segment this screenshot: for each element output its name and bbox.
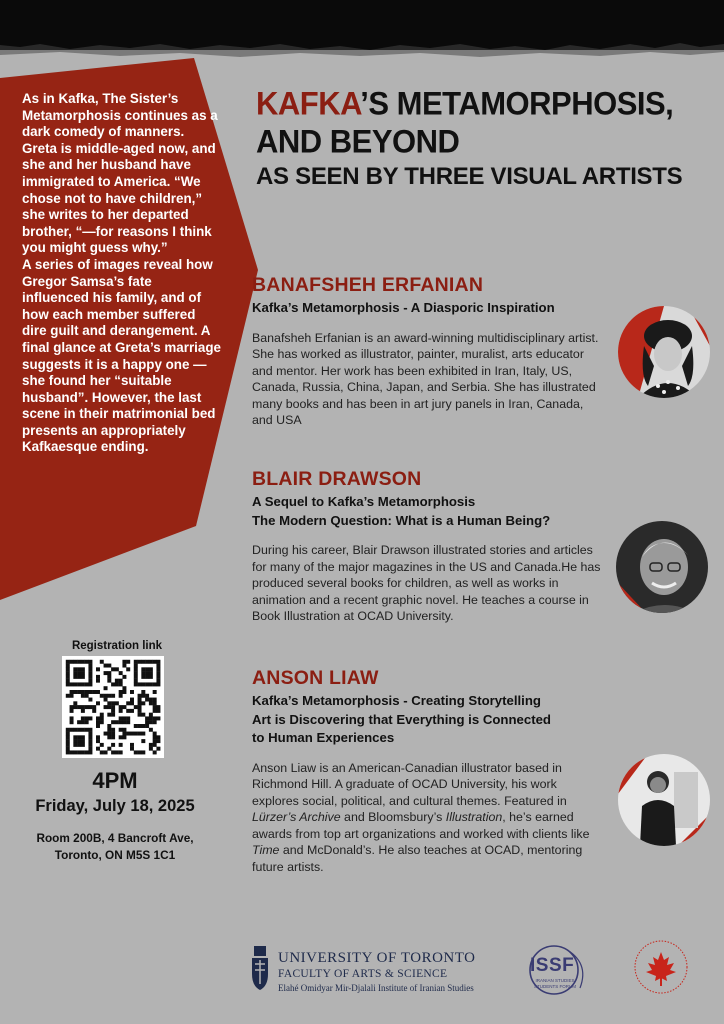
- artist-topic-line: A Sequel to Kafka’s Metamorphosis: [252, 494, 476, 509]
- artist-bio: Banafsheh Erfanian is an award-winning multidisciplinary artist. She has worked as illustrator, painter, muralist, arts educator and mentor. Her work has been exhibited in Iran, Italy, US, Canada, Russia, China, Japan, and Serbia. She has illustrated many books and has been in art jury panels in Iran, Canada, and USA: [252, 330, 599, 428]
- bio-emphasis: Time: [252, 843, 280, 858]
- event-title: [256, 84, 716, 192]
- event-venue: [20, 830, 210, 864]
- event-date: Friday, July 18, 2025: [35, 797, 195, 815]
- title-line-2: AND BEYOND: [256, 123, 460, 160]
- bio-text: and Bloomsbury’s: [340, 810, 446, 825]
- bio-text: , he’s earned awards from top art organizations and worked with clients like: [252, 810, 590, 841]
- bio-emphasis: Illustration: [445, 810, 503, 825]
- artist-topic-line: to Human Experiences: [252, 730, 395, 745]
- portrait-erfanian: [618, 306, 710, 398]
- event-subtitle: AS SEEN BY THREE VISUAL ARTISTS: [256, 163, 683, 190]
- uoft-logo: [248, 942, 488, 998]
- artist-section-liaw: [252, 667, 604, 876]
- portrait-liaw: [618, 754, 710, 846]
- title-line-1-rest: ’S METAMORPHOSIS,: [360, 85, 674, 122]
- title-line-1: [256, 84, 716, 124]
- artist-topic-line: Kafka’s Metamorphosis - Creating Storytelling: [252, 693, 541, 708]
- registration-qr-code[interactable]: [62, 656, 164, 758]
- artist-name: BANAFSHEH ERFANIAN: [252, 274, 484, 296]
- artist-topic-line: Art is Discovering that Everything is Connected: [252, 711, 551, 727]
- title-accent: KAFKA: [256, 85, 361, 122]
- venue-line: Room 200B, 4 Bancroft Ave,: [36, 831, 194, 845]
- artist-topic-line: The Modern Question: What is a Human Being?: [252, 512, 551, 528]
- artist-name: BLAIR DRAWSON: [252, 468, 422, 490]
- bio-emphasis: Lürzer’s Archive: [252, 810, 341, 825]
- artist-name: ANSON LIAW: [252, 667, 379, 689]
- uoft-name: UNIVERSITY OF TORONTO: [278, 950, 476, 966]
- issf-wordmark: ISSF: [530, 955, 575, 976]
- artist-topic: [252, 493, 604, 530]
- artist-topic: [252, 299, 604, 318]
- intro-text: As in Kafka, The Sister’s Metamorphosis continues as a dark comedy of manners. Greta is middle-aged now, and she and her husband have immigrated to America. “We chose not to have children,” she writes to her departed brother, “—for reasons I think you might guess why.” A series of images reveal how Gregor Samsa’s fate influenced his family, and of how each member suffered dire guilt and derangement. A final glance at Greta’s marriage suggests it is a happy one — she found her “suitable husband”. However, the last scene in their matrimonial bed presents an appropriately Kafkaesque ending.: [22, 91, 221, 455]
- venue-line: Toronto, ON M5S 1C1: [54, 848, 176, 862]
- artist-topic: [252, 692, 604, 748]
- event-time: 4PM: [92, 768, 138, 793]
- artist-section-drawson: [252, 468, 604, 625]
- torn-paper-header: [0, 0, 724, 50]
- issf-logo: [524, 944, 596, 996]
- issf-subtitle: IRANIAN STUDIES STUDENTS FORUM: [534, 978, 576, 989]
- uoft-crest-icon: [248, 944, 272, 992]
- bio-text: Anson Liaw is an American-Canadian illustrator based in Richmond Hill. A graduate of OCAD University, his work explores social, political, and cultural themes. Featured in: [252, 760, 567, 808]
- csips-logo: [632, 938, 690, 996]
- artist-topic-line: Kafka’s Metamorphosis - A Diasporic Inspiration: [252, 300, 555, 315]
- uoft-faculty: FACULTY OF ARTS & SCIENCE: [278, 968, 448, 980]
- registration-label: Registration link: [71, 640, 163, 652]
- bio-text: and McDonald’s. He also teaches at OCAD, mentoring future artists.: [252, 843, 583, 875]
- artist-bio: [252, 760, 604, 876]
- artist-section-erfanian: [252, 274, 604, 429]
- artist-bio: During his career, Blair Drawson illustrated stories and articles for many of the major magazines in the US and Canada.He has produced several books for children, as well as works in animation and a recent graphic novel. He teaches a course in Book Illustration at OCAD University.: [252, 543, 601, 624]
- uoft-institute: Elahé Omidyar Mir-Djalali Institute of Iranian Studies: [278, 983, 474, 993]
- maple-leaf-seal-icon: [632, 938, 690, 996]
- portrait-drawson: [616, 521, 708, 613]
